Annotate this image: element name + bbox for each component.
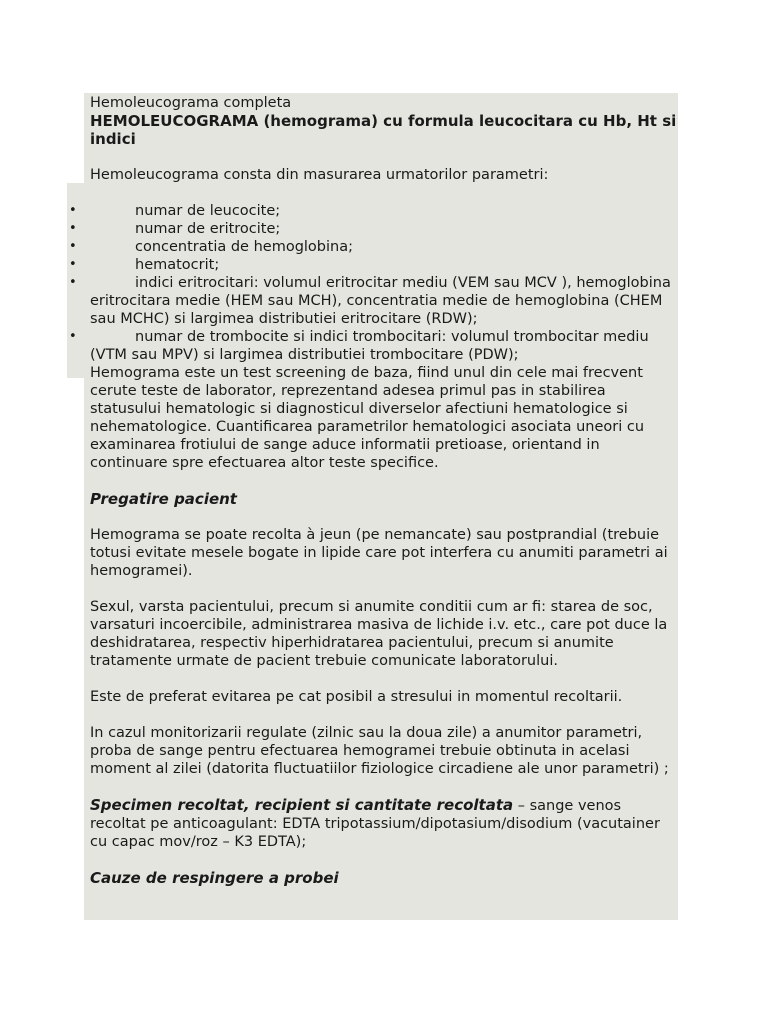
document-title: Hemoleucograma completa (90, 95, 292, 111)
bullet-icon: • (69, 239, 77, 254)
list-item-text: numar de eritrocite; (135, 221, 281, 237)
bullet-icon: • (69, 257, 77, 272)
spacer (90, 472, 678, 490)
list-item (69, 202, 678, 220)
bullet-icon: • (69, 203, 77, 218)
section-heading-respingere: Cauze de respingere a probei (90, 869, 339, 887)
pregatire-paragraph-3: Este de preferat evitarea pe cat posibil a stresului in momentul recoltarii. (90, 689, 623, 705)
screening-paragraph: Hemograma este un test screening de baza, fiind unul din cele mai frecvent cerute teste de laborator, reprezentand adesea primul pas in stabilirea statusului hematologic si diagnosticul diverselor afectiuni hematologice si nehematologice. Cuantificarea parametrilor hematologici asociata uneori cu examinarea frotiului de sange aduce informatii pretioase, orientand in continuare spre efectuarea altor teste specifice. (90, 365, 645, 471)
section-heading-pregatire: Pregatire pacient (90, 490, 237, 508)
list-item (69, 274, 678, 328)
spacer (90, 670, 678, 688)
pregatire-paragraph-4: In cazul monitorizarii regulate (zilnic sau la doua zile) a anumitor parametri, proba de sange pentru efectuarea hemogramei trebuie obtinuta in acelasi moment al zilei (datorita fluctuatiilor fiziologice circadiene ale unor parametri) ; (90, 725, 669, 777)
spacer (90, 148, 678, 166)
document-body (69, 94, 678, 887)
bullet-icon: • (69, 221, 77, 236)
intro-paragraph: Hemoleucograma consta din masurarea urmatorilor parametri: (90, 167, 549, 183)
list-item-text: hematocrit; (135, 257, 220, 273)
document-heading: HEMOLEUCOGRAMA (hemograma) cu formula leucocitara cu Hb, Ht si indici (90, 112, 677, 148)
spacer (90, 508, 678, 526)
list-item-text: concentratia de hemoglobina; (135, 239, 353, 255)
list-item (69, 328, 678, 364)
spacer (90, 706, 678, 724)
list-item-text: indici eritrocitari: volumul eritrocitar mediu (VEM sau MCV ), hemoglobina eritrocitara medie (HEM sau MCH), concentratia medie de hemoglobina (CHEM sau MCHC) si largimea distributiei eritrocitare (RDW); (90, 275, 671, 327)
list-item-text: numar de trombocite si indici trombocitari: volumul trombocitar mediu (VTM sau MPV) si largimea distributiei trombocitare (PDW); (90, 329, 649, 363)
pregatire-paragraph-1: Hemograma se poate recolta à jeun (pe nemancate) sau postprandial (trebuie totusi evitate mesele bogate in lipide care pot interfera cu anumiti parametri ai hemogramei). (90, 527, 668, 579)
specimen-paragraph (90, 796, 678, 851)
parameters-list (69, 202, 678, 364)
list-item (69, 256, 678, 274)
list-item-text: numar de leucocite; (135, 203, 281, 219)
pregatire-paragraph-2: Sexul, varsta pacientului, precum si anumite conditii cum ar fi: starea de soc, varsaturi incoercibile, administrarea masiva de lichide i.v. etc., care pot duce la deshidratarea, respectiv hiperhidratarea pacientului, precum si anumite tratamente urmate de pacient trebuie comunicate laboratorului. (90, 599, 668, 669)
spacer (90, 851, 678, 869)
spacer (90, 184, 678, 202)
list-item (69, 238, 678, 256)
bullet-icon: • (69, 275, 77, 290)
spacer (90, 778, 678, 796)
specimen-text: – sange venos recoltat pe anticoagulant: EDTA tripotassium/dipotasium/disodium (vacutainer cu capac mov/roz – K3 EDTA); (90, 798, 660, 850)
spacer (90, 580, 678, 598)
list-item (69, 220, 678, 238)
bullet-icon: • (69, 329, 77, 344)
section-heading-specimen: Specimen recoltat, recipient si cantitate recoltata (90, 796, 514, 814)
